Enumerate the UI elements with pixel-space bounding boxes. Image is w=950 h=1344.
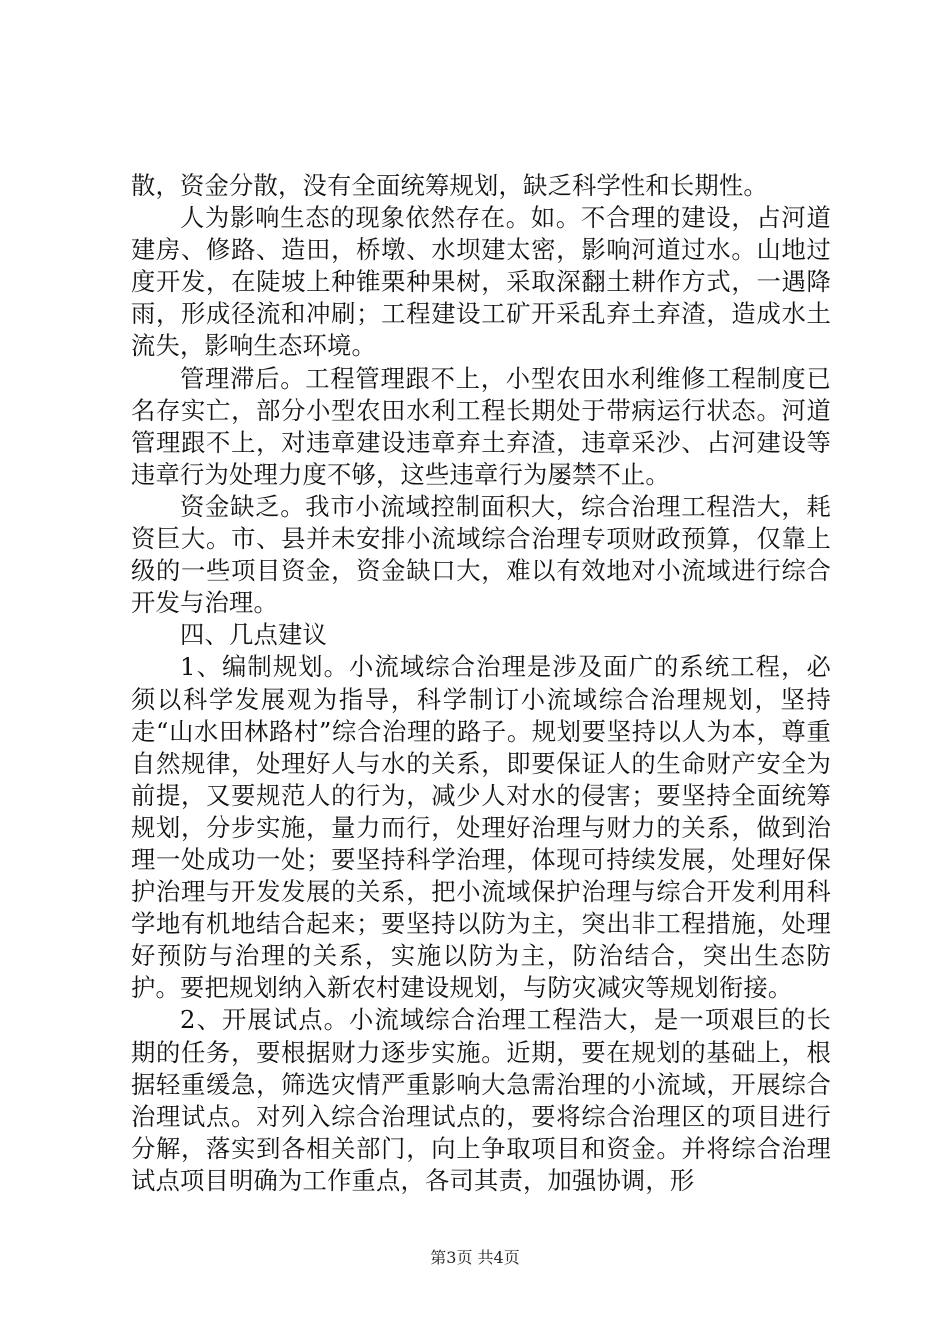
- document-body: [131, 170, 831, 1197]
- paragraph-pilot: 2、开展试点。小流域综合治理工程浩大，是一项艰巨的长期的任务，要根据财力逐步实施。近期，要在规划的基础上，根据轻重缓急，筛选灾情严重影响大急需治理的小流域，开展综合治理试点。对列入综合治理试点的，要将综合治理区的项目进行分解，落实到各相关部门，向上争取项目和资金。并将综合治理试点项目明确为工作重点，各司其责，加强协调，形: [131, 1005, 831, 1195]
- paragraph-human-impact: 人为影响生态的现象依然存在。如。不合理的建设，占河道建房、修路、造田，桥墩、水坝建太密，影响河道过水。山地过度开发，在陡坡上种锥栗种果树，采取深翻土耕作方式，一遇降雨，形成径流和冲刷；工程建设工矿开采乱弃土弃渣，造成水土流失，影响生态环境。: [131, 203, 831, 361]
- page-number-footer: 第3页 共4页: [430, 1248, 520, 1267]
- paragraph-continuation: 散，资金分散，没有全面统筹规划，缺乏科学性和长期性。: [131, 171, 768, 200]
- paragraph-management-lag: 管理滞后。工程管理跟不上，小型农田水利维修工程制度已名存实亡，部分小型农田水利工程长期处于带病运行状态。河道管理跟不上，对违章建设违章弃土弃渣，违章采沙、占河建设等违章行为处理力度不够，这些违章行为屡禁不止。: [131, 363, 831, 489]
- paragraph-funding-shortage: 资金缺乏。我市小流域控制面积大，综合治理工程浩大，耗资巨大。市、县并未安排小流域综合治理专项财政预算，仅靠上级的一些项目资金，资金缺口大，难以有效地对小流域进行综合开发与治理。: [131, 491, 831, 618]
- section-heading-suggestions: 四、几点建议: [180, 620, 327, 650]
- paragraph-planning: 1、编制规划。小流域综合治理是涉及面广的系统工程，必须以科学发展观为指导，科学制订小流域综合治理规划，坚持走“山水田林路村”综合治理的路子。规划要坚持以人为本，尊重自然规律，处理好人与水的关系，即要保证人的生命财产安全为前提，又要规范人的行为，减少人对水的侵害；要坚持全面统筹规划，分步实施，量力而行，处理好治理与财力的关系，做到治理一处成功一处；要坚持科学治理，体现可持续发展，处理好保护治理与开发发展的关系，把小流域保护治理与综合开发利用科学地有机地结合起来；要坚持以防为主，突出非工程措施，处理好预防与治理的关系，实施以防为主，防治结合，突出生态防护。要把规划纳入新农村建设规划，与防灾减灾等规划衔接。: [131, 652, 831, 1003]
